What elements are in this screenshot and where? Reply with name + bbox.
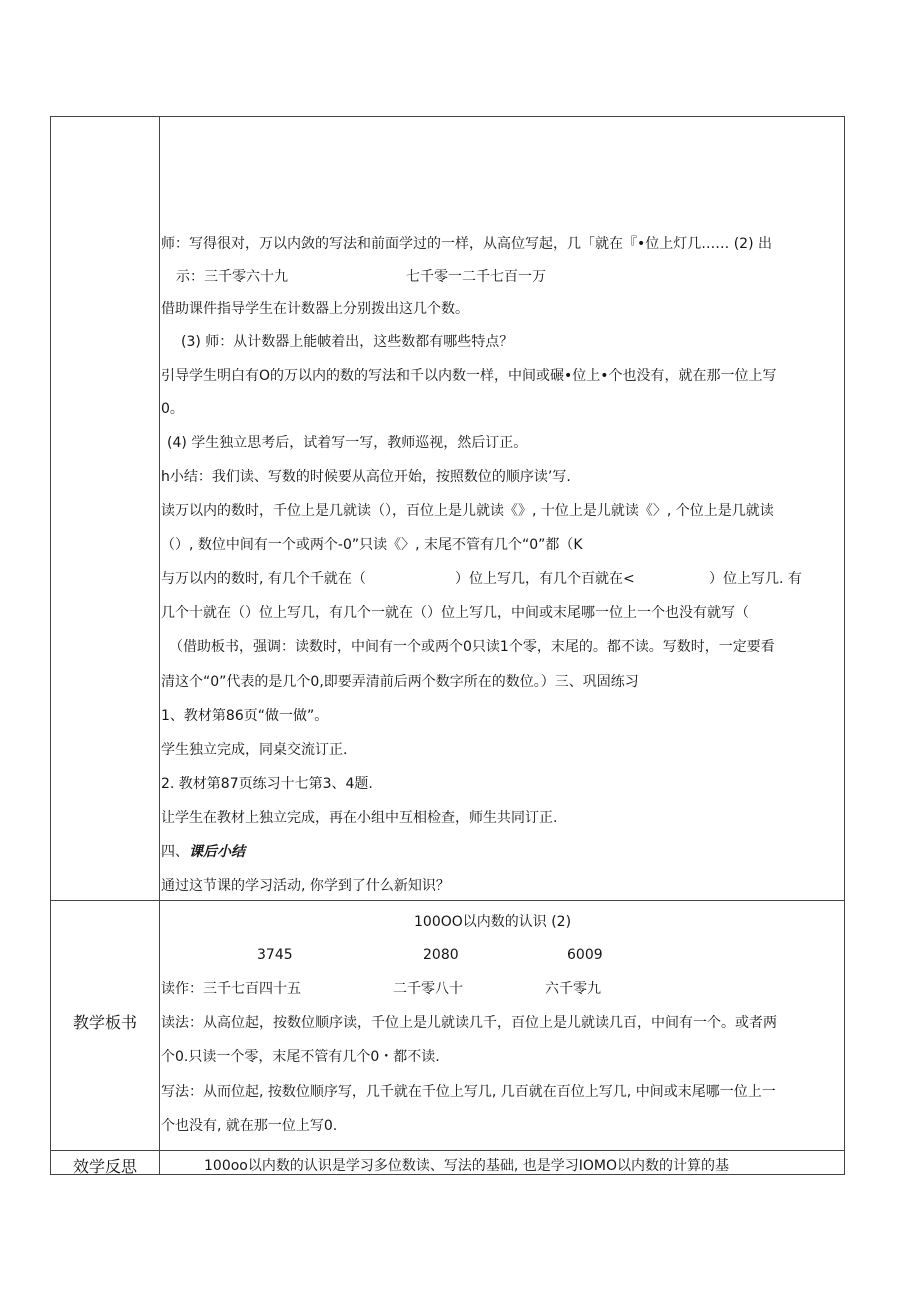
text-line: ）位上写几. 有	[709, 571, 802, 587]
text-line: 读法：从高位起，按数位顺序读，千位上是儿就读几千，百位上是儿就读几百，中间有一个。或者两	[161, 1015, 777, 1031]
section-number: 四、	[161, 844, 189, 860]
text-line: 师：写得很对，万以内敛的写法和前面学过的一样，从高位写起，几「就在『•位上灯几…… (2) 出	[161, 236, 772, 252]
reflection-label: 效学反思	[72, 1157, 137, 1176]
row-divider-reflection	[51, 1150, 844, 1151]
text-line: 读万以内的数时，千位上是几就读（），百位上是儿就读《》, 十位上是儿就读《〉, 个位上是几就读	[161, 503, 774, 519]
text-line: （）, 数位中间有一个或两个-0”只读《〉, 末尾不管有几个“0”都（K	[161, 537, 583, 553]
text-line: 七千零一二千七百一万	[406, 269, 546, 285]
board-title: 100OO以内数的认识 (2)	[414, 914, 572, 930]
board-read-as: 读作：三千七百四十五	[161, 981, 301, 997]
text-line: 个也没有, 就在那一位上写0.	[161, 1118, 338, 1134]
board-number: 3745	[257, 947, 293, 963]
row-divider-board	[51, 900, 844, 901]
text-line: h小结：我们读、写数的时候要从高位开始，按照数位的顺序读’写.	[161, 469, 571, 485]
board-number: 6009	[567, 947, 603, 963]
text-line: 2. 教材第87页练习十七第3、4题.	[161, 776, 373, 792]
text-line: 学生独立完成，同桌交流订正.	[161, 742, 348, 758]
lesson-table	[50, 116, 845, 1175]
text-line: （借助板书，强调：读数时，中间有一个或两个0只读1个零，末尾的。都不读。写数时，一定要看	[169, 639, 775, 655]
text-line: ）位上写几，有几个百就在<	[455, 571, 635, 587]
text-line: 示：三千零六十九	[176, 269, 288, 285]
text-line: 1、教材第86页“做一做”。	[161, 708, 329, 724]
text-line: 让学生在教材上独立完成，再在小组中互相检查，师生共同订正.	[161, 810, 558, 826]
section-heading	[161, 843, 245, 861]
text-line: 写法：从而位起, 按数位顺序写，几千就在千位上写几, 几百就在百位上写几, 中间或末尾哪一位上一	[161, 1084, 776, 1100]
section-title: 课后小结	[189, 844, 245, 860]
text-line: 清这个“0”代表的是几个0,即要弄清前后两个数字所在的数位。）三、巩固练习	[161, 674, 639, 690]
reflection-text: 100oo以内数的认识是学习多位数读、写法的基础, 也是学习IOMO以内数的计算的基	[204, 1158, 729, 1174]
board-read-as: 二千零八十	[393, 981, 463, 997]
text-line: 0。	[161, 401, 184, 417]
board-number: 2080	[423, 947, 459, 963]
text-line: 个0.只读一个零，末尾不管有几个0・都不读.	[161, 1049, 440, 1065]
text-line: (4) 学生独立思考后，试着写一写，教师巡视，然后订正。	[167, 435, 528, 451]
text-line: 与万以内的数时, 有几个千就在（	[161, 571, 366, 587]
text-line: 引导学生明白有O的万以内的数的写法和千以内数一样，中间或碾•位上•个也没有，就在那一位上写	[161, 368, 777, 384]
text-line: 借助课件指导学生在计数器上分别拨出这几个数。	[161, 301, 469, 317]
text-line: 通过这节课的学习活动, 你学到了什么新知识？	[161, 878, 450, 894]
board-label: 教学板书	[72, 1013, 137, 1032]
text-line: 几个十就在（）位上写几，有几个一就在（）位上写几，中间或末尾哪一位上一个也没有就写（	[161, 605, 749, 621]
board-read-as: 六千零九	[545, 981, 601, 997]
column-divider	[159, 117, 160, 1174]
text-line: (3) 师：从计数器上能帔着出，这些数都有哪些特点？	[181, 334, 514, 350]
